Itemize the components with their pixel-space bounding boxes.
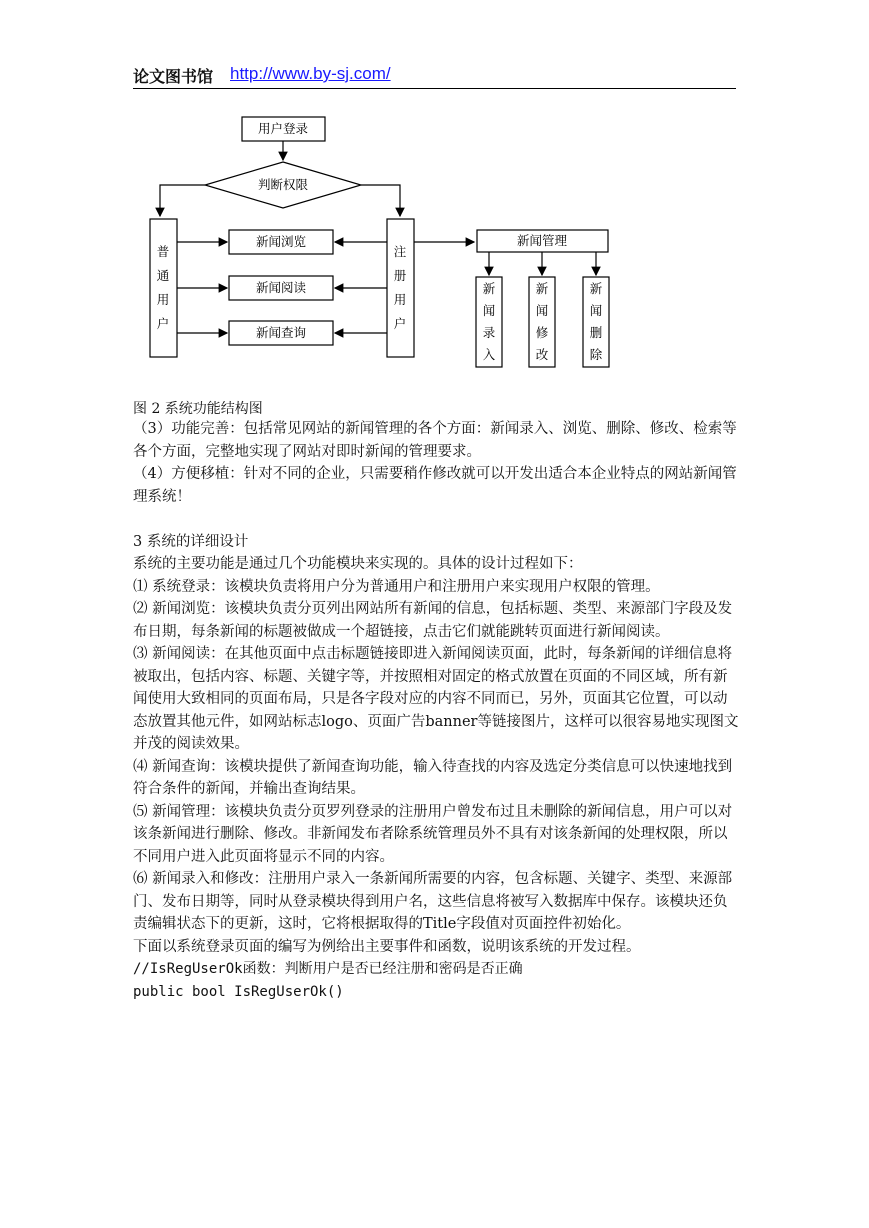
svg-text:新: 新 [589,281,603,296]
svg-text:改: 改 [535,347,549,362]
code-comment: //IsRegUserOk函数：判断用户是否已经注册和密码是否正确 [133,961,523,977]
svg-text:删: 删 [589,325,603,340]
svg-text:注: 注 [393,244,407,259]
paragraph-completeness: （3）功能完善：包括常见网站的新闻管理的各个方面：新闻录入、浏览、删除、修改、检索等各个方面，完整地实现了网站对即时新闻的管理要求。 [133,421,737,460]
module-manage: ⑸ 新闻管理：该模块负责分页罗列登录的注册用户曾发布过且未删除的新闻信息，用户可以对该条新闻进行删除、修改。非新闻发布者除系统管理员外不具有对该条新闻的处理权限，所以不同用户进入此页面将显示不同的内容。 [133,803,733,865]
svg-text:新: 新 [482,281,496,296]
svg-text:除: 除 [589,347,603,362]
figure-caption: 图 2 系统功能结构图 [133,401,263,417]
registered-user-node [394,244,407,331]
svg-text:新: 新 [535,281,549,296]
svg-text:闻: 闻 [589,303,603,318]
news-browse-node: 新闻浏览 [255,234,307,249]
paragraph-portability: （4）方便移植：针对不同的企业，只需要稍作修改就可以开发出适合本企业特点的网站新闻管理系统！ [133,466,737,505]
svg-text:录: 录 [482,325,496,340]
news-modify-node [536,281,549,362]
module-entry-modify: ⑹ 新闻录入和修改：注册用户录入一条新闻所需要的内容，包含标题、关键字、类型、来源部门、发布日期等，同时从登录模块得到用户名，这些信息将被写入数据库中保存。该模块还负责编辑状态下的更新，这时，它将根据取得的Title字段值对页面控件初始化。 [133,871,733,932]
svg-text:户: 户 [156,316,170,331]
news-delete-node [590,281,603,362]
section-heading: 3 系统的详细设计 [133,533,249,550]
document-body [133,418,739,1003]
news-entry-node [483,281,496,362]
svg-text:普: 普 [156,244,170,259]
svg-text:用: 用 [393,292,407,307]
svg-text:户: 户 [393,316,407,331]
login-node: 用户登录 [257,121,309,136]
svg-text:闻: 闻 [482,303,496,318]
module-login: ⑴ 系统登录：该模块负责将用户分为普通用户和注册用户来实现用户权限的管理。 [133,578,660,595]
svg-text:用: 用 [156,292,170,307]
svg-text:通: 通 [156,268,170,283]
svg-text:修: 修 [535,325,549,340]
svg-text:册: 册 [393,268,407,283]
paragraph-intro: 系统的主要功能是通过几个功能模块来实现的。具体的设计过程如下： [133,556,583,572]
svg-text:闻: 闻 [535,303,549,318]
site-url-link[interactable]: http://www.by-sj.com/ [230,64,391,83]
news-query-node: 新闻查询 [255,325,307,340]
svg-text:入: 入 [482,347,496,362]
site-name: 论文图书馆 [133,67,214,86]
paragraph-closing: 下面以系统登录页面的编写为例给出主要事件和函数，说明该系统的开发过程。 [133,938,641,955]
news-manage-node: 新闻管理 [516,233,568,248]
code-signature: public bool IsRegUserOk() [133,983,344,1000]
page-header [133,62,736,89]
judge-permission-node: 判断权限 [257,177,309,192]
news-read-node: 新闻阅读 [255,280,307,295]
function-structure-diagram [133,108,613,370]
normal-user-node [157,244,170,331]
module-read: ⑶ 新闻阅读：在其他页面中点击标题链接即进入新闻阅读页面，此时，每条新闻的详细信息将被取出，包括内容、标题、关键字等，并按照相对固定的格式放置在页面的不同区域，所有新闻使用大致相同的页面布局，只是各字段对应的内容不同而已，另外，页面其它位置，可以动态放置其他元件，如网站标志logo、页面广告banner等链接图片，这样可以很容易地实现图文并茂的阅读效果。 [133,646,739,752]
module-browse: ⑵ 新闻浏览：该模块负责分页列出网站所有新闻的信息，包括标题、类型、来源部门字段及发布日期，每条新闻的标题被做成一个超链接，点击它们就能跳转页面进行新闻阅读。 [133,601,733,640]
module-query: ⑷ 新闻查询：该模块提供了新闻查询功能，输入待查找的内容及选定分类信息可以快速地找到符合条件的新闻，并输出查询结果。 [133,758,733,797]
